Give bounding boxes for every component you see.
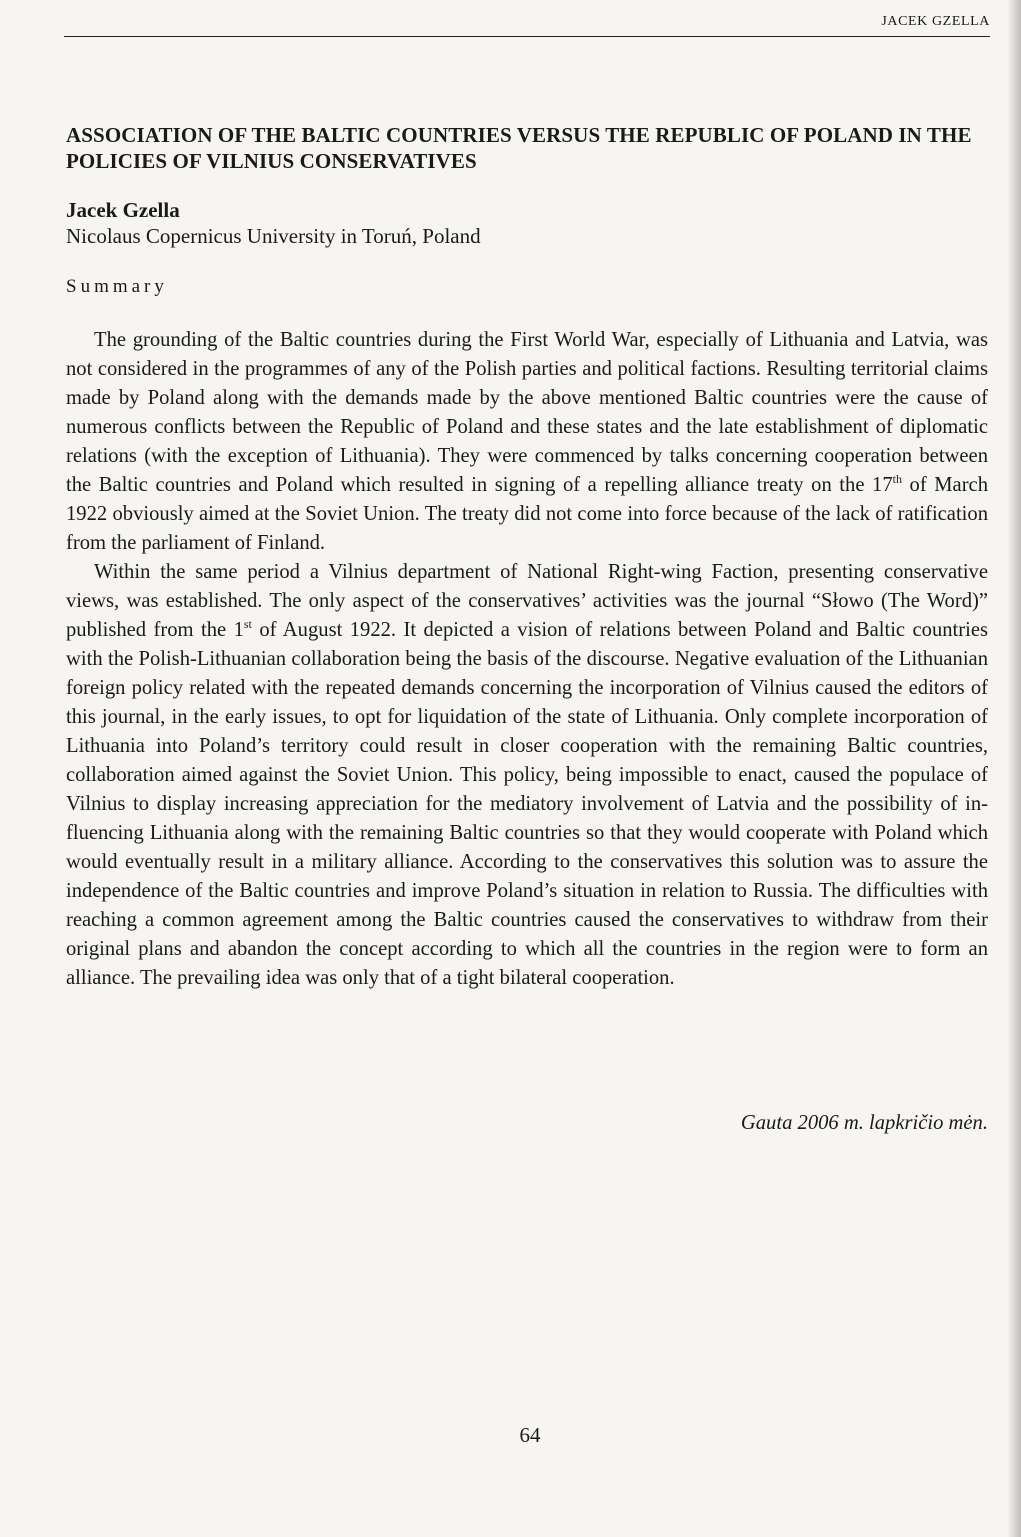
summary-heading: Summary [66, 276, 168, 297]
page-number: 64 [519, 1423, 541, 1447]
header-rule [64, 36, 990, 37]
paragraph-text: of March 1922 obviously aimed at the Soviet Union. The treaty did not come into force because of the lack of ratification from the parliament of Finland. [66, 474, 988, 554]
summary-paragraph-1 [66, 326, 988, 558]
page-edge-shadow [1007, 0, 1021, 1537]
summary-body [66, 326, 988, 993]
ordinal-suffix: th [892, 472, 902, 486]
received-date-note: Gauta 2006 m. lapkričio mėn. [740, 1112, 988, 1134]
ordinal-suffix: st [243, 617, 252, 631]
author-affiliation: Nicolaus Copernicus University in Toruń, Poland [66, 224, 481, 248]
paragraph-text: of August 1922. It depicted a vision of relations between Poland and Baltic countries with the Polish-Lithuanian collaboration being the basis of the discourse. Negative evaluation of the Lithuanian foreign policy related with the repeated demands concerning the incorporation of Vilnius caused the editors of this journal, in the early issues, to opt for liquidation of the state of Lithuania. Only complete incorporation of Lithuania into Poland’s territory could result in closer cooperation with the remaining Baltic countries, collaboration aimed against the Soviet Union. This policy, being impossible to enact, caused the populace of Vilnius to display increasing appreciation for the mediatory involvement of Latvia and the possibility of influencing Lithuania along with the remaining Baltic countries so that they would cooperate with Poland which would eventually result in a military alliance. According to the conservatives this solution was to assure the independence of the Baltic countries and improve Poland’s situation in relation to Russia. The difficulties with reaching a common agreement among the Baltic countries caused the conservatives to withdraw from their original plans and abandon the concept according to which all the countries in the region were to form an alliance. The prevailing idea was only that of a tight bilateral cooperation. [66, 619, 988, 989]
author-name: Jacek Gzella [66, 198, 180, 222]
article-title: ASSOCIATION OF THE BALTIC COUNTRIES VERSUS THE REPUBLIC OF POLAND IN THE POLICIES OF VILNIUS CONSERVATIVES [66, 123, 972, 173]
paragraph-text: The grounding of the Baltic countries during the First World War, especially of Lithuania and Latvia, was not considered in the programmes of any of the Polish parties and political factions. Resulting territorial claims made by Poland along with the demands made by the above mentioned Baltic countries were the cause of numerous conflicts between the Republic of Poland and these states and the late establishment of diplomatic relations (with the exception of Lithuania). They were commenced by talks concerning cooperation between the Baltic countries and Poland which resulted in signing of a repelling alliance treaty on the 17 [66, 329, 988, 496]
paragraph-text: Within the same period a Vilnius department of National Right-wing Faction, presenting conservative views, was established. The only aspect of the conservatives’ activities was the journal “Słowo (The Word)” published from the 1 [66, 561, 988, 641]
running-head: JACEK GZELLA [881, 14, 990, 29]
summary-paragraph-2 [66, 558, 988, 993]
